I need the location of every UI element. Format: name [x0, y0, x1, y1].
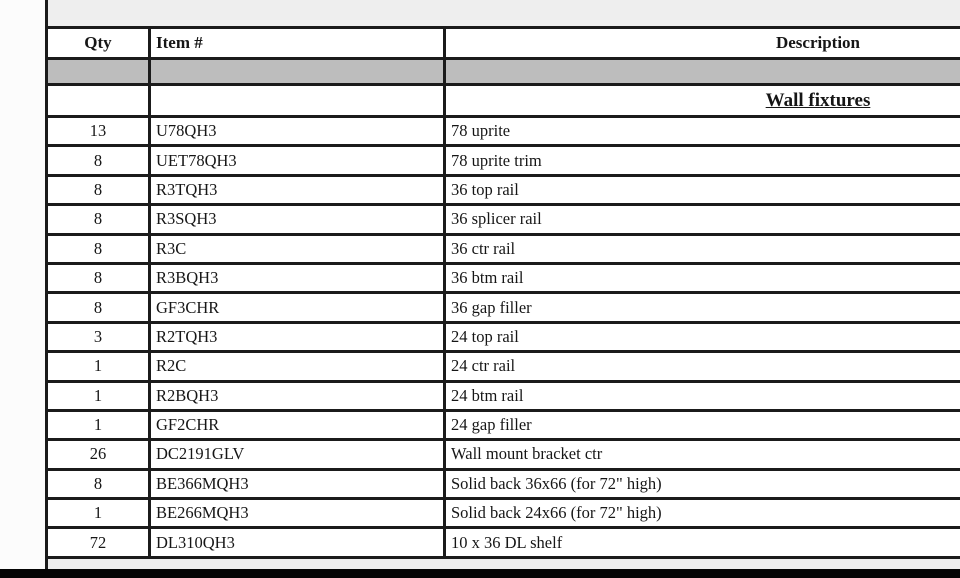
- description-cell: 36 gap filler: [445, 293, 960, 322]
- table-body: [47, 117, 960, 578]
- table-header-row: [47, 28, 960, 59]
- description-cell: 36 splicer rail: [445, 205, 960, 234]
- description-cell: Wall mount bracket ctr: [445, 440, 960, 469]
- section-label: Wall fixtures: [445, 85, 960, 117]
- order-table: [45, 26, 960, 578]
- item-cell: BE366MQH3: [150, 469, 445, 498]
- empty-cell: [150, 85, 445, 117]
- description-cell: 24 top rail: [445, 322, 960, 351]
- table-row: [47, 234, 960, 263]
- qty-cell: 8: [47, 293, 150, 322]
- item-cell: U78QH3: [150, 117, 445, 146]
- table-head: [47, 28, 960, 117]
- item-cell: DL310QH3: [150, 528, 445, 557]
- table-row: [47, 410, 960, 439]
- qty-cell: 8: [47, 205, 150, 234]
- item-cell: R3BQH3: [150, 263, 445, 292]
- description-cell: 24 gap filler: [445, 410, 960, 439]
- qty-cell: 8: [47, 146, 150, 175]
- table-row: [47, 440, 960, 469]
- description-cell: 10 x 36 DL shelf: [445, 528, 960, 557]
- empty-cell: [47, 85, 150, 117]
- qty-cell: 8: [47, 175, 150, 204]
- description-cell: 36 top rail: [445, 175, 960, 204]
- item-cell: R2BQH3: [150, 381, 445, 410]
- separator-cell: [445, 59, 960, 85]
- item-cell: DC2191GLV: [150, 440, 445, 469]
- qty-cell: 3: [47, 322, 150, 351]
- qty-cell: 1: [47, 499, 150, 528]
- description-cell: 24 btm rail: [445, 381, 960, 410]
- description-cell: 36 btm rail: [445, 263, 960, 292]
- qty-cell: 13: [47, 117, 150, 146]
- item-column-header: Item #: [150, 28, 445, 59]
- table-row: [47, 322, 960, 351]
- table-row: [47, 175, 960, 204]
- qty-cell: 8: [47, 263, 150, 292]
- description-cell: 24 ctr rail: [445, 352, 960, 381]
- separator-cell: [47, 59, 150, 85]
- qty-cell: 8: [47, 469, 150, 498]
- description-cell: 78 uprite trim: [445, 146, 960, 175]
- description-cell: 36 ctr rail: [445, 234, 960, 263]
- description-column-header: Description: [445, 28, 960, 59]
- item-cell: R2C: [150, 352, 445, 381]
- top-gray-strip: [48, 0, 960, 26]
- description-cell: Solid back 24x66 (for 72" high): [445, 499, 960, 528]
- table-row: [47, 499, 960, 528]
- table-row: [47, 117, 960, 146]
- description-cell: Solid back 36x66 (for 72" high): [445, 469, 960, 498]
- table-row: [47, 352, 960, 381]
- item-cell: UET78QH3: [150, 146, 445, 175]
- section-title-row: [47, 85, 960, 117]
- qty-cell: 8: [47, 234, 150, 263]
- item-cell: R3SQH3: [150, 205, 445, 234]
- item-cell: R2TQH3: [150, 322, 445, 351]
- bottom-black-bar: [0, 569, 960, 578]
- qty-column-header: Qty: [47, 28, 150, 59]
- item-cell: BE266MQH3: [150, 499, 445, 528]
- item-cell: R3TQH3: [150, 175, 445, 204]
- separator-band-row: [47, 59, 960, 85]
- qty-cell: 72: [47, 528, 150, 557]
- item-cell: R3C: [150, 234, 445, 263]
- item-cell: GF3CHR: [150, 293, 445, 322]
- table-row: [47, 263, 960, 292]
- table-row: [47, 381, 960, 410]
- separator-cell: [150, 59, 445, 85]
- table-row: [47, 205, 960, 234]
- qty-cell: 1: [47, 381, 150, 410]
- table-row: [47, 146, 960, 175]
- qty-cell: 1: [47, 352, 150, 381]
- table-row: [47, 528, 960, 557]
- item-cell: GF2CHR: [150, 410, 445, 439]
- qty-cell: 1: [47, 410, 150, 439]
- qty-cell: 26: [47, 440, 150, 469]
- bottom-gray-strip: [48, 559, 960, 569]
- description-cell: 78 uprite: [445, 117, 960, 146]
- table-row: [47, 469, 960, 498]
- table-row: [47, 293, 960, 322]
